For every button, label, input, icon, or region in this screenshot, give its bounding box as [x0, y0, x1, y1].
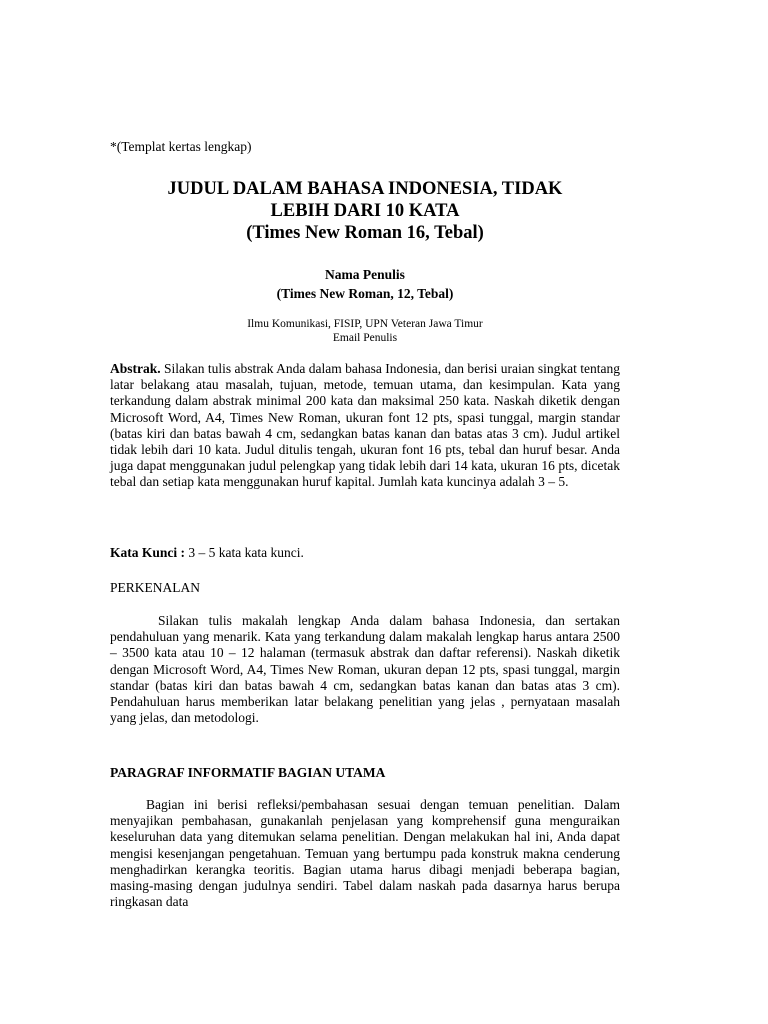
author-affiliation: Ilmu Komunikasi, FISIP, UPN Veteran Jawa Timur [247, 318, 483, 330]
main-section-paragraph: Bagian ini berisi refleksi/pembahasan sesuai dengan temuan penelitian. Dalam menyajikan pembahasan, gunakanlah penjelasan yang komprehensif guna menguraikan keseluruhan data yang ditemukan selama penelitian. Dengan melakukan hal ini, Anda dapat mengisi kesenjangan pengetahuan. Temuan yang bertumpu pada konstruk makna cenderung menghadirkan kerangka teoritis. Bagian utama harus dibagi menjadi beberapa bagian, masing-masing dengan judulnya sendiri. Tabel dalam naskah pada dasarnya harus berupa ringkasan data [110, 797, 620, 910]
abstract-label: Abstrak. [110, 361, 161, 376]
title-line-3: (Times New Roman 16, Tebal) [246, 223, 484, 243]
introduction-heading: PERKENALAN [110, 580, 200, 595]
main-section-heading: PARAGRAF INFORMATIF BAGIAN UTAMA [110, 765, 386, 780]
template-note: *(Templat kertas lengkap) [110, 139, 252, 154]
keywords-text: 3 – 5 kata kata kunci. [185, 545, 304, 560]
author-email: Email Penulis [332, 332, 398, 344]
author-format-note: (Times New Roman, 12, Tebal) [276, 286, 454, 301]
author-name: Nama Penulis [325, 267, 405, 282]
keywords-paragraph [110, 545, 620, 561]
paper-title [110, 178, 620, 244]
abstract-paragraph [110, 361, 620, 491]
keywords-label: Kata Kunci : [110, 545, 186, 560]
title-line-1: JUDUL DALAM BAHASA INDONESIA, TIDAK [167, 179, 563, 199]
abstract-text: Silakan tulis abstrak Anda dalam bahasa Indonesia, dan berisi uraian singkat tentang latar belakang atau masalah, tujuan, metode, temuan utama, dan kesimpulan. Kata yang terkandung dalam abstrak minimal 200 kata dan maksimal 250 kata. Naskah diketik dengan Microsoft Word, A4, Times New Roman, ukuran font 12 pts, spasi tunggal, margin standar (batas kiri dan batas bawah 4 cm, sedangkan batas kanan dan batas atas 3 cm). Judul artikel tidak lebih dari 10 kata. Judul ditulis tengah, ukuran font 16 pts, tebal dan huruf besar. Anda juga dapat menggunakan judul pelengkap yang tidak lebih dari 14 kata, ukuran 16 pts, dicetak tebal dan setiap kata menggunakan huruf kapital. Jumlah kata kuncinya adalah 3 – 5. [110, 361, 620, 490]
introduction-paragraph: Silakan tulis makalah lengkap Anda dalam bahasa Indonesia, dan sertakan pendahuluan yang menarik. Kata yang terkandung dalam makalah lengkap harus antara 2500 – 3500 kata atau 10 – 12 halaman (termasuk abstrak dan daftar referensi). Naskah diketik dengan Microsoft Word, A4, Times New Roman, ukuran depan 12 pts, spasi tunggal, margin standar (batas kiri dan batas bawah 4 cm, sedangkan batas kanan dan batas atas 3 cm). Pendahuluan harus memberikan latar belakang penelitian yang jelas , pernyataan masalah yang jelas, dan metodologi. [110, 613, 620, 726]
title-line-2: LEBIH DARI 10 KATA [270, 201, 460, 221]
